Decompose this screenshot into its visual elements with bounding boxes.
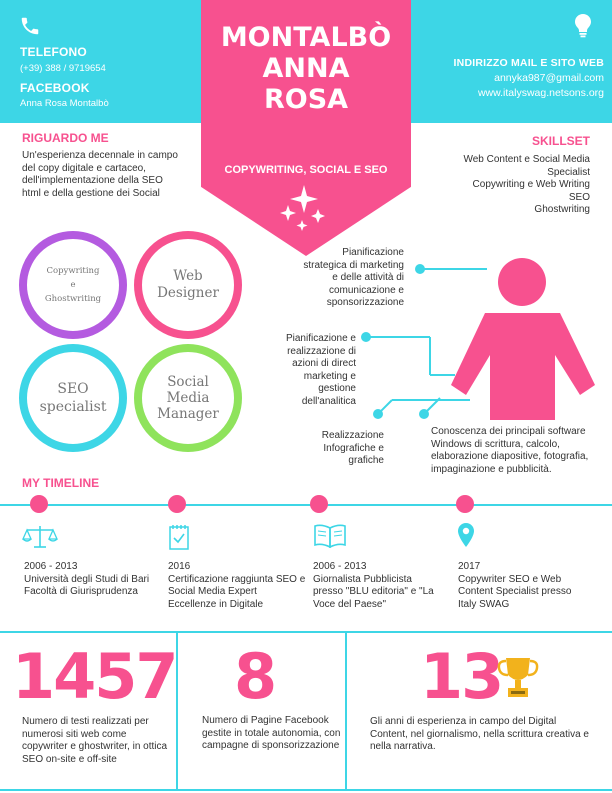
timeline-year: 2006 - 2013 [24,561,78,572]
skillset-title: SKILLSET [531,134,590,148]
timeline-entry [313,561,438,611]
book-icon [313,524,347,553]
timeline-line [0,504,612,506]
certificate-icon [168,523,190,556]
timeline-dot [456,495,474,513]
person-icon [451,258,595,420]
timeline-year: 2016 [168,561,191,572]
stats-divider-top [0,631,612,633]
stats-divider [345,631,347,791]
stat-number: 8 [234,640,278,713]
skillset-line: Ghostwriting [534,204,590,215]
timeline-text: Certificazione raggiunta SEO e Social Media Expert Eccellenze in Digitale [168,573,306,610]
skill-circle-label: Web Designer [157,268,219,301]
stat-text: Gli anni di esperienza in campo del Digital Content, nel giornalismo, nella scrittura creativa e nella narrativa. [370,716,589,752]
timeline-entry [24,561,164,599]
subtitle: COPYWRITING, SOCIAL E SEO [224,164,388,176]
skill-text-software: Conoscenza dei principali software Windows di scrittura, calcolo, elaborazione diapositive, fotografia, impaginazione e pubblicità. [431,426,589,475]
web-label: INDIRIZZO MAIL E SITO WEB [453,57,604,69]
skill-circle-label: SEO specialist [39,381,107,415]
skill-circle-label: Copywriting e Ghostwriting [44,266,102,304]
timeline-dot [310,495,328,513]
facebook-label: FACEBOOK [20,81,90,95]
timeline-title: MY TIMELINE [22,476,100,490]
stats-divider-bottom [0,789,612,791]
scales-icon [22,524,58,555]
trophy-icon [496,655,540,706]
phone-label: TELEFONO [20,45,87,59]
stat-text: Numero di Pagine Facebook gestite in totale autonomia, con campagne di sponsorizzazione [202,715,341,751]
email-link[interactable]: annyka987@gmail.com [494,72,604,84]
skill-text-direct-marketing: Pianificazione e realizzazione di azioni di direct marketing e gestione dell'analitica [285,333,356,407]
phone-number[interactable]: (+39) 388 / 9719654 [20,63,106,74]
skill-text-infographics: Realizzazione Infografiche e grafiche [321,430,384,466]
name-line-1: MONTALBÒ [220,22,392,53]
about-title: RIGUARDO ME [22,131,109,145]
facebook-name[interactable]: Anna Rosa Montalbò [20,98,109,109]
skillset-line: Web Content e Social Media [463,154,590,165]
timeline-entry [168,561,308,611]
name-line-3: ROSA [263,84,349,115]
stat-number: 1457 [12,640,177,713]
timeline-dot [168,495,186,513]
timeline-entry [458,561,588,611]
skill-text-strategy: Pianificazione strategica di marketing e delle attività di comunicazione e sponsorizzazione [303,247,404,308]
timeline-text: Università degli Studi di Bari Facoltà di Giurisprudenza [24,573,150,597]
timeline-year: 2017 [458,561,481,572]
website-link[interactable]: www.italyswag.netsons.org [477,87,604,99]
location-pin-icon [457,522,475,553]
timeline-year: 2006 - 2013 [313,561,367,572]
skillset-line: SEO [568,191,590,203]
timeline-text: Giornalista Pubblicista presso "BLU editoria" e "La Voce del Paese" [313,573,434,610]
stat-number: 13 [420,640,503,713]
skillset-line: Copywriting e Web Writing [472,179,590,190]
about-text: Un'esperienza decennale in campo del copy digitale e cartaceo, dell'implementazione della SEO html e della gestione dei Social [22,150,178,199]
name-line-2: ANNA [262,53,350,84]
timeline-text: Copywriter SEO e Web Content Specialist presso Italy SWAG [458,573,572,610]
stat-text: Numero di testi realizzati per numerosi siti web come copywriter e ghostwriter, in ottica SEO on-site e off-site [22,716,168,765]
timeline-dot [30,495,48,513]
skill-circle-label: Social Media Manager [157,374,219,422]
skillset-line: Specialist [547,166,590,178]
